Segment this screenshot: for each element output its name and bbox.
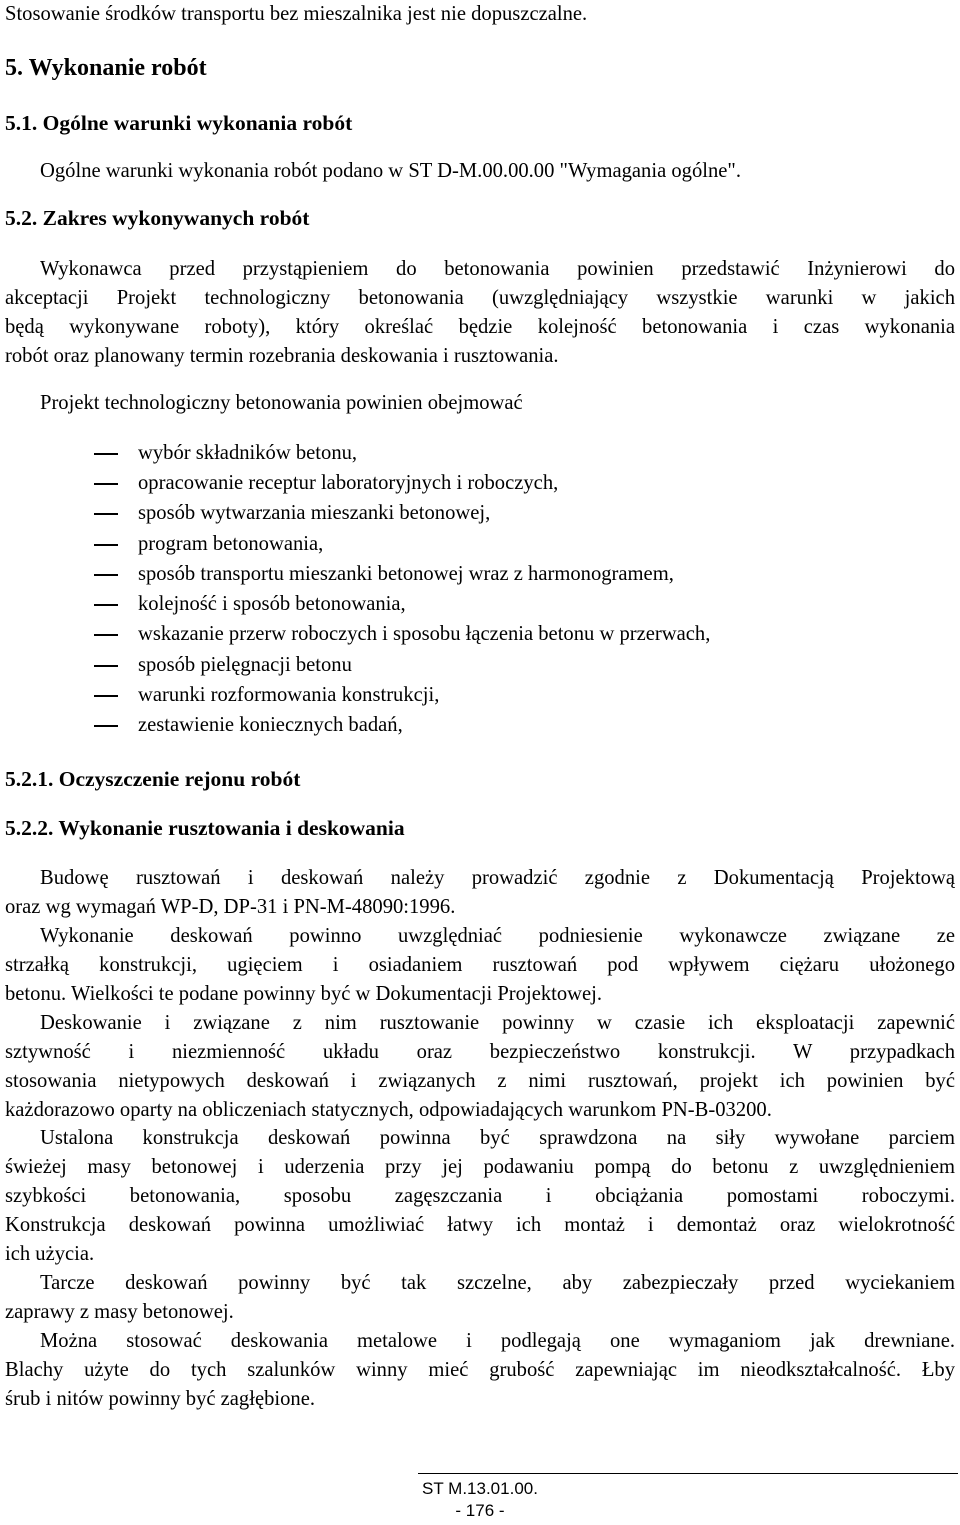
dash-bullet-icon — [94, 453, 118, 455]
list-item: wybór składników betonu, — [138, 442, 358, 464]
paragraph-line: sztywność i niezmienność układu oraz bezpieczeństwo konstrukcji. W przypadkach — [5, 1041, 955, 1063]
paragraph-line: oraz wg wymagań WP-D, DP-31 i PN-M-48090:1996. — [5, 896, 456, 918]
paragraph-line: każdorazowo oparty na obliczeniach statycznych, odpowiadających warunkom PN-B-03200. — [5, 1099, 772, 1121]
paragraph-line: Wykonawca przed przystąpieniem do betonowania powinien przedstawić Inżynierowi do — [40, 258, 955, 280]
list-item: warunki rozformowania konstrukcji, — [138, 684, 440, 706]
section-5-1-text: Ogólne warunki wykonania robót podano w ST D-M.00.00.00 "Wymagania ogólne". — [40, 160, 741, 182]
footer-divider — [418, 1473, 958, 1474]
paragraph-line: betonu. Wielkości te podane powinny być w Dokumentacji Projektowej. — [5, 983, 603, 1005]
dash-bullet-icon — [94, 665, 118, 667]
footer-spec: ST M.13.01.00. — [422, 1479, 538, 1498]
intro-line: Stosowanie środków transportu bez mieszalnika jest nie dopuszczalne. — [5, 3, 588, 25]
list-item: program betonowania, — [138, 533, 324, 555]
project-intro: Projekt technologiczny betonowania powinien obejmować — [40, 392, 523, 414]
paragraph-line: Można stosować deskowania metalowe i podlegają one wymaganiom jak drewniane. — [40, 1330, 955, 1352]
paragraph-line: Budowę rusztowań i deskowań należy prowadzić zgodnie z Dokumentacją Projektową — [40, 867, 955, 889]
paragraph-line: stosowania nietypowych deskowań i związanych z nimi rusztowań, projekt ich powinien być — [5, 1070, 955, 1092]
list-item: sposób transportu mieszanki betonowej wraz z harmonogramem, — [138, 563, 674, 585]
paragraph-line: Tarcze deskowań powinny być tak szczelne, aby zabezpieczały przed wyciekaniem — [40, 1272, 955, 1294]
paragraph-line: śrub i nitów powinny być zagłębione. — [5, 1388, 315, 1410]
paragraph-line: strzałką konstrukcji, ugięciem i osiadaniem rusztowań pod wpływem ciężaru ułożonego — [5, 954, 955, 976]
paragraph-line: ich użycia. — [5, 1243, 95, 1265]
dash-bullet-icon — [94, 513, 118, 515]
paragraph-line: Ustalona konstrukcja deskowań powinna być sprawdzona na siły wywołane parciem — [40, 1127, 955, 1149]
list-item: sposób pielęgnacji betonu — [138, 654, 352, 676]
paragraph-line: akceptacji Projekt technologiczny betonowania (uwzględniający wszystkie warunki w jakich — [5, 287, 955, 309]
list-item: kolejność i sposób betonowania, — [138, 593, 406, 615]
footer-page-number: - 176 - — [455, 1501, 505, 1520]
paragraph-line: Wykonanie deskowań powinno uwzględniać podniesienie wykonawcze związane ze — [40, 925, 955, 947]
paragraph-line: świeżej masy betonowej i uderzenia przy jej podawaniu pompą do betonu z uwzględnieniem — [5, 1156, 955, 1178]
dash-bullet-icon — [94, 483, 118, 485]
paragraph-line: Deskowanie i związane z nim rusztowanie powinny w czasie ich eksploatacji zapewnić — [40, 1012, 955, 1034]
section-5-2-1-heading: 5.2.1. Oczyszczenie rejonu robót — [5, 767, 301, 791]
paragraph-line: Konstrukcja deskowań powinna umożliwiać łatwy ich montaż i demontaż oraz wielokrotność — [5, 1214, 955, 1236]
section-5-2-heading: 5.2. Zakres wykonywanych robót — [5, 206, 310, 230]
paragraph-line: będą wykonywane roboty), który określać będzie kolejność betonowania i czas wykonania — [5, 316, 955, 338]
dash-bullet-icon — [94, 695, 118, 697]
dash-bullet-icon — [94, 574, 118, 576]
list-item: opracowanie receptur laboratoryjnych i roboczych, — [138, 472, 559, 494]
section-5-2-2-heading: 5.2.2. Wykonanie rusztowania i deskowania — [5, 816, 405, 840]
dash-bullet-icon — [94, 544, 118, 546]
dash-bullet-icon — [94, 604, 118, 606]
list-item: sposób wytwarzania mieszanki betonowej, — [138, 502, 491, 524]
paragraph-line: robót oraz planowany termin rozebrania deskowania i rusztowania. — [5, 345, 559, 367]
list-item: zestawienie koniecznych badań, — [138, 714, 403, 736]
paragraph-line: zaprawy z masy betonowej. — [5, 1301, 234, 1323]
paragraph-line: szybkości betonowania, sposobu zagęszczania i obciążania pomostami roboczymi. — [5, 1185, 955, 1207]
section-5-heading: 5. Wykonanie robót — [5, 55, 207, 81]
section-5-1-heading: 5.1. Ogólne warunki wykonania robót — [5, 111, 353, 135]
paragraph-line: Blachy użyte do tych szalunków winny mieć grubość zapewniając im nieodkształcalność. Łby — [5, 1359, 955, 1381]
dash-bullet-icon — [94, 725, 118, 727]
dash-bullet-icon — [94, 634, 118, 636]
list-item: wskazanie przerw roboczych i sposobu łączenia betonu w przerwach, — [138, 623, 711, 645]
